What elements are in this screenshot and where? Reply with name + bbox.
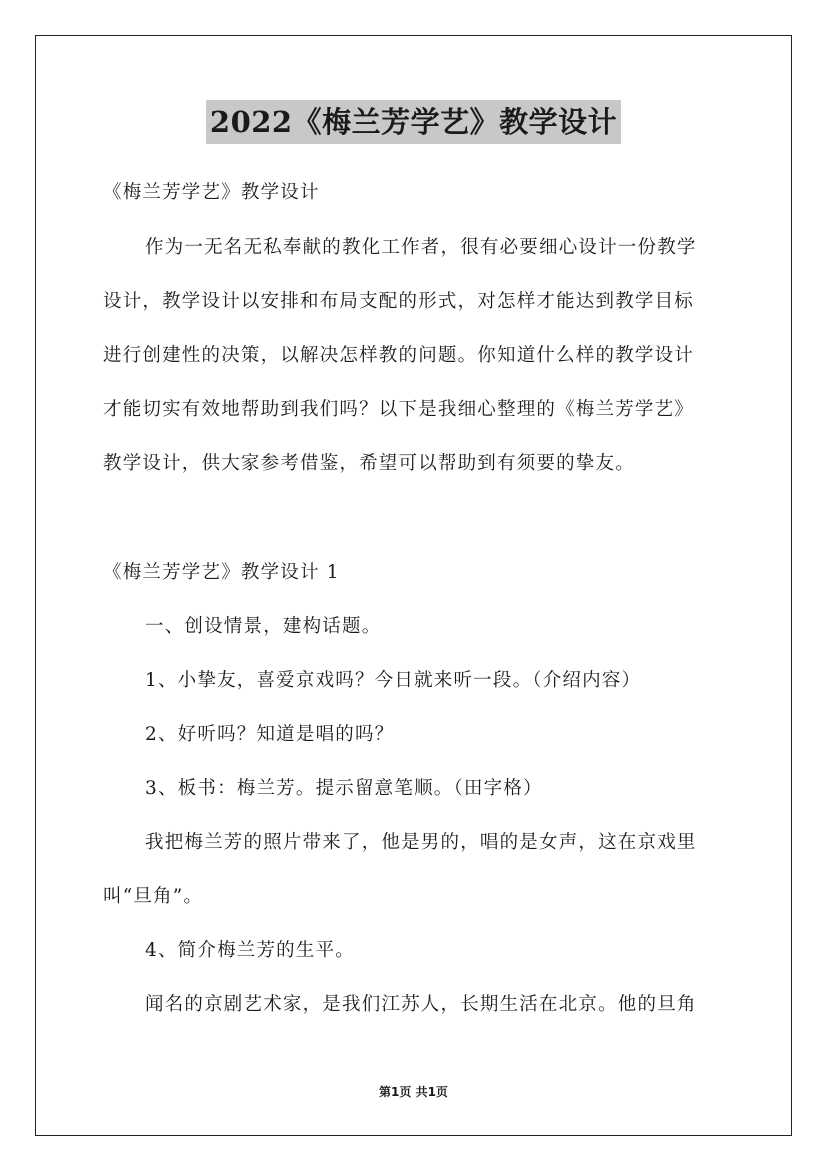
intro-line-5: 教学设计，供大家参考借鉴，希望可以帮助到有须要的挚友。: [103, 453, 635, 474]
body-line-3: 2、好听吗？知道是唱的吗？: [145, 724, 395, 745]
body-line-7: 4、简介梅兰芳的生平。: [145, 940, 355, 961]
intro-line-3: 进行创建性的决策，以解决怎样教的问题。你知道什么样的教学设计: [103, 345, 695, 366]
body-line-4: 3、板书：梅兰芳。提示留意笔顺。（田字格）: [145, 778, 543, 799]
document-subtitle: 《梅兰芳学艺》教学设计: [103, 182, 320, 203]
title-container: [0, 100, 827, 144]
body-line-5: 我把梅兰芳的照片带来了，他是男的，唱的是女声，这在京戏里: [145, 832, 697, 853]
body-line-2: 1、小挚友，喜爱京戏吗？今日就来听一段。（介绍内容）: [145, 670, 642, 691]
document-title: 2022《梅兰芳学艺》教学设计: [206, 100, 621, 144]
intro-line-1: 作为一无名无私奉献的教化工作者，很有必要细心设计一份教学: [145, 237, 697, 258]
page-footer: 第1页 共1页: [379, 1085, 448, 1099]
body-line-1: 一、创设情景，建构话题。: [145, 616, 382, 637]
body-line-8: 闻名的京剧艺术家，是我们江苏人，长期生活在北京。他的旦角: [145, 994, 697, 1015]
body-line-6: 叫“旦角”。: [103, 886, 204, 907]
intro-line-4: 才能切实有效地帮助到我们吗？以下是我细心整理的《梅兰芳学艺》: [103, 399, 695, 420]
section-heading: 《梅兰芳学艺》教学设计 1: [103, 562, 340, 583]
intro-line-2: 设计，教学设计以安排和布局支配的形式，对怎样才能达到教学目标: [103, 291, 695, 312]
